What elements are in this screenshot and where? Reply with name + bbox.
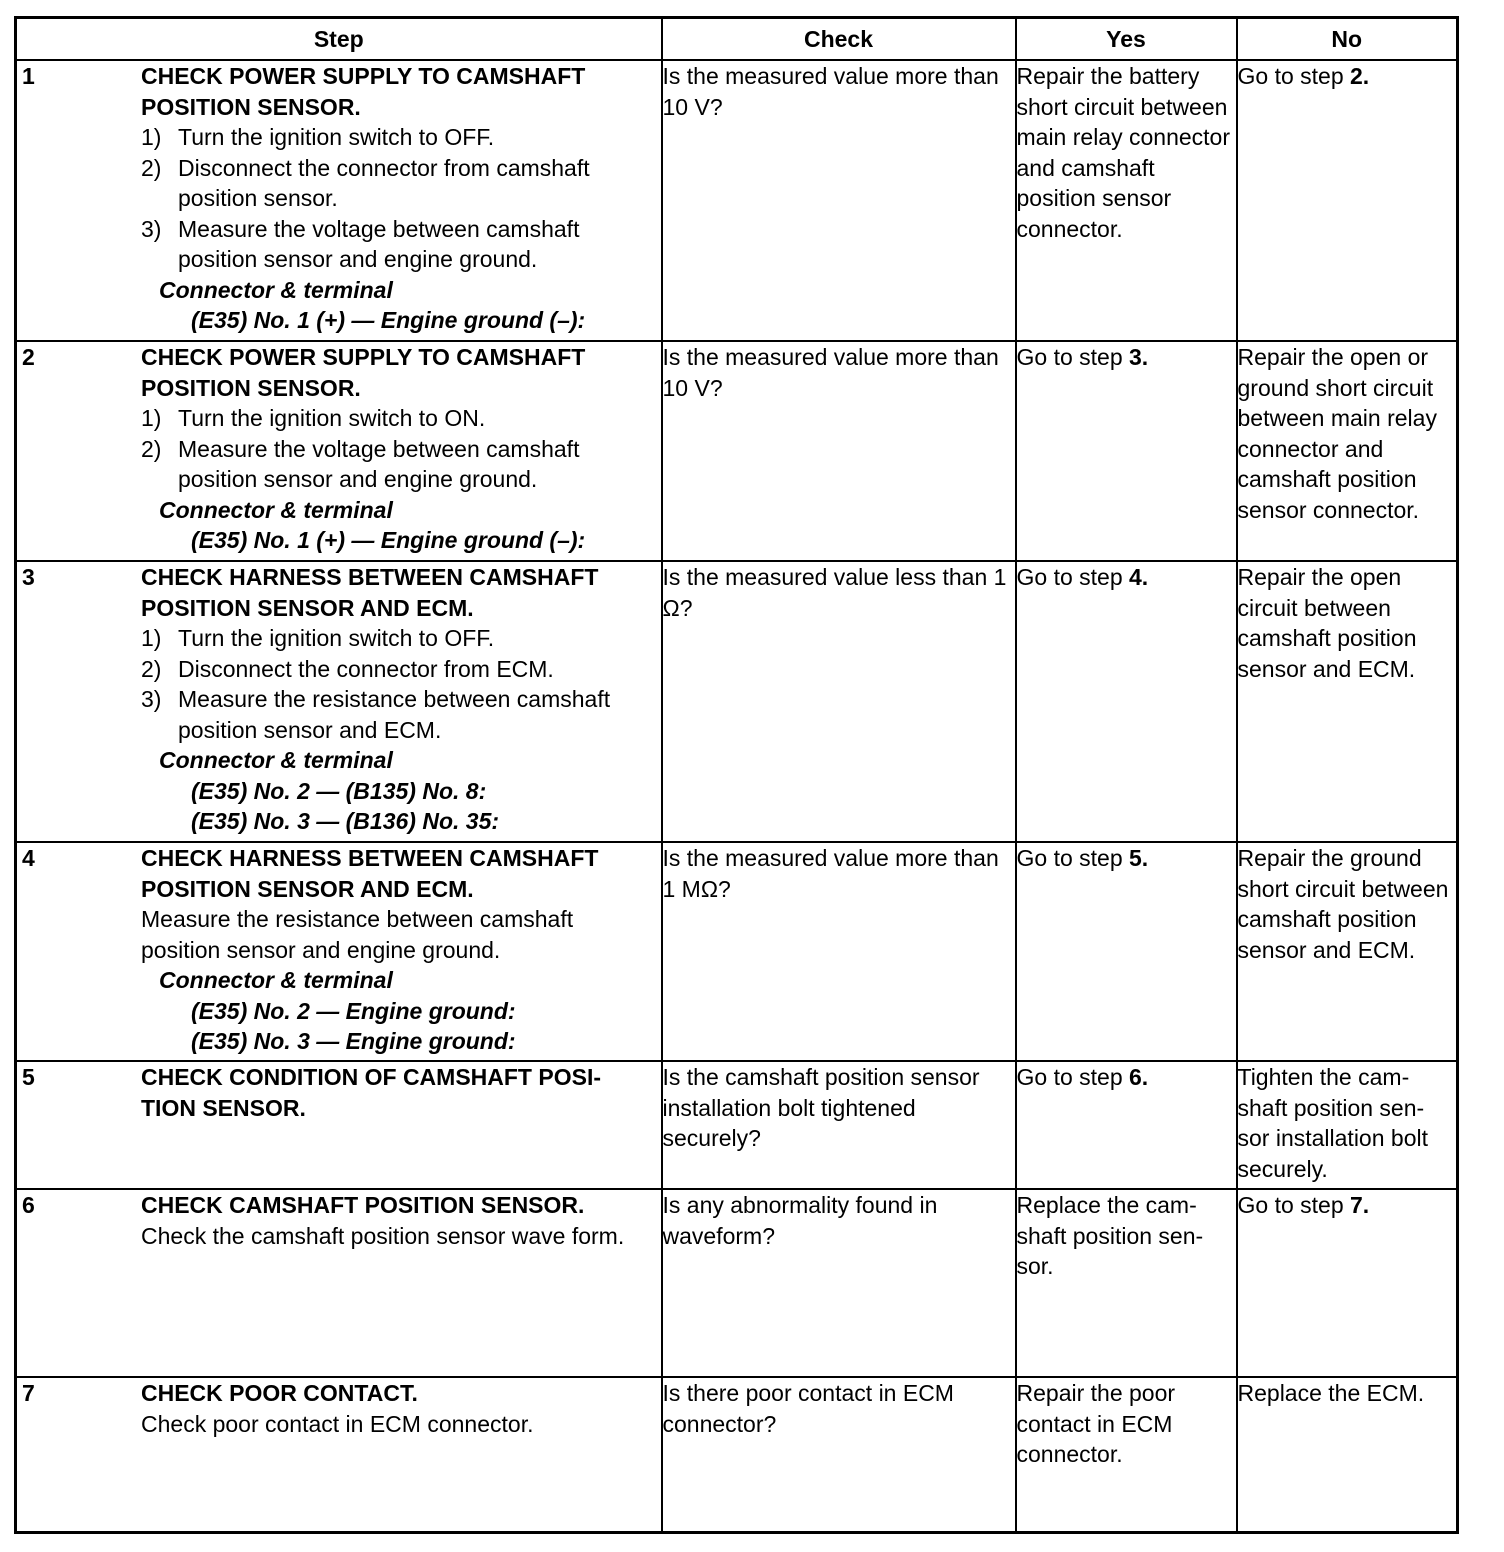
step-item: 3) Measure the voltage between camshaft position sensor and engine ground.: [141, 215, 580, 272]
step-item: 2) Disconnect the connector from ECM.: [141, 655, 554, 682]
yes-cell: Go to step 6.: [1016, 1061, 1237, 1189]
connector-label: Connector & terminal: [159, 967, 393, 993]
step-title: CHECK HARNESS BETWEEN CAMSHAFT POSITION SENSOR AND ECM.: [141, 564, 599, 621]
connector-label: Connector & terminal: [159, 747, 393, 773]
diagnostic-table: [14, 16, 1459, 1534]
check-cell: Is the measured value more than 1 MΩ?: [662, 842, 1016, 1061]
check-cell: Is there poor contact in ECM connector?: [662, 1377, 1016, 1533]
terminal-line: (E35) No. 3 — (B136) No. 35:: [191, 808, 500, 834]
yes-cell: Repair the poor contact in ECM connector.: [1016, 1377, 1237, 1533]
header-yes: Yes: [1016, 18, 1237, 61]
terminal-line: (E35) No. 1 (+) — Engine ground (–):: [191, 527, 586, 553]
step-cell: [16, 60, 662, 341]
step-title: CHECK POWER SUPPLY TO CAMSHAFT POSITION SENSOR.: [141, 344, 586, 401]
step-number: 4: [22, 845, 35, 871]
table-row: [16, 60, 1458, 341]
terminal-line: (E35) No. 3 — Engine ground:: [191, 1028, 516, 1054]
step-number: 6: [22, 1192, 35, 1218]
yes-cell: Repair the battery short circuit between main relay connector and camshaft position sensor connector.: [1016, 60, 1237, 341]
step-item: 1) Turn the ignition switch to OFF.: [141, 124, 495, 150]
step-item: 1) Turn the ignition switch to ON.: [141, 405, 486, 431]
header-row: [16, 18, 1458, 61]
yes-cell: Go to step 4.: [1016, 561, 1237, 842]
no-cell: Repair the open or ground short circuit between main relay connector and camshaft position sensor connector.: [1237, 341, 1458, 561]
step-title: CHECK POWER SUPPLY TO CAMSHAFT POSITION SENSOR.: [141, 63, 586, 120]
step-number: 2: [22, 344, 35, 370]
terminal-line: (E35) No. 2 — Engine ground:: [191, 997, 516, 1024]
no-cell: Go to step 2.: [1237, 60, 1458, 341]
step-body: Check poor contact in ECM connector.: [141, 1410, 534, 1437]
table-row: [16, 1061, 1458, 1189]
step-cell: [16, 842, 662, 1061]
step-cell: [16, 1377, 662, 1533]
step-cell: [16, 341, 662, 561]
terminal-line: (E35) No. 2 — (B135) No. 8:: [191, 777, 487, 804]
check-cell: Is the camshaft position sensor installation bolt tightened securely?: [662, 1061, 1016, 1189]
table-row: [16, 842, 1458, 1061]
header-check: Check: [662, 18, 1016, 61]
step-cell: [16, 1061, 662, 1189]
no-cell: Repair the open circuit between camshaft position sensor and ECM.: [1237, 561, 1458, 842]
step-body: Check the camshaft position sensor wave form.: [141, 1222, 625, 1249]
check-cell: Is the measured value more than 10 V?: [662, 60, 1016, 341]
check-cell: Is any abnormality found in waveform?: [662, 1189, 1016, 1377]
no-cell: Go to step 7.: [1237, 1189, 1458, 1377]
step-item: 2) Disconnect the connector from camshaft position sensor.: [141, 154, 590, 211]
step-item: 2) Measure the voltage between camshaft position sensor and engine ground.: [141, 435, 580, 492]
check-cell: Is the measured value more than 10 V?: [662, 341, 1016, 561]
step-title: CHECK HARNESS BETWEEN CAMSHAFT POSITION SENSOR AND ECM.: [141, 845, 599, 902]
table-row: [16, 341, 1458, 561]
connector-label: Connector & terminal: [159, 496, 393, 523]
yes-cell: Go to step 5.: [1016, 842, 1237, 1061]
step-number: 3: [22, 564, 35, 590]
step-item: 1) Turn the ignition switch to OFF.: [141, 625, 495, 651]
no-cell: Replace the ECM.: [1237, 1377, 1458, 1533]
step-item: 3) Measure the resistance between camshaft position sensor and ECM.: [141, 686, 611, 743]
step-number: 5: [22, 1064, 35, 1090]
step-cell: [16, 1189, 662, 1377]
step-body: Measure the resistance between camshaft position sensor and engine ground.: [141, 906, 574, 963]
no-cell: Repair the ground short circuit between camshaft position sensor and ECM.: [1237, 842, 1458, 1061]
header-no: No: [1237, 18, 1458, 61]
step-number: 1: [22, 63, 35, 89]
step-title: CHECK CONDITION OF CAMSHAFT POSI- TION SENSOR.: [141, 1064, 601, 1121]
table-row: [16, 1189, 1458, 1377]
header-step: Step: [16, 18, 662, 61]
step-cell: [16, 561, 662, 842]
no-cell: Tighten the cam-shaft position sen-sor installation bolt securely.: [1237, 1061, 1458, 1189]
table-row: [16, 561, 1458, 842]
check-cell: Is the measured value less than 1 Ω?: [662, 561, 1016, 842]
yes-cell: Replace the cam-shaft position sen-sor.: [1016, 1189, 1237, 1377]
table-row: [16, 1377, 1458, 1533]
connector-label: Connector & terminal: [159, 276, 393, 303]
terminal-line: (E35) No. 1 (+) — Engine ground (–):: [191, 307, 586, 333]
step-title: CHECK POOR CONTACT.: [141, 1380, 418, 1406]
step-number: 7: [22, 1380, 35, 1406]
step-title: CHECK CAMSHAFT POSITION SENSOR.: [141, 1192, 585, 1218]
yes-cell: Go to step 3.: [1016, 341, 1237, 561]
